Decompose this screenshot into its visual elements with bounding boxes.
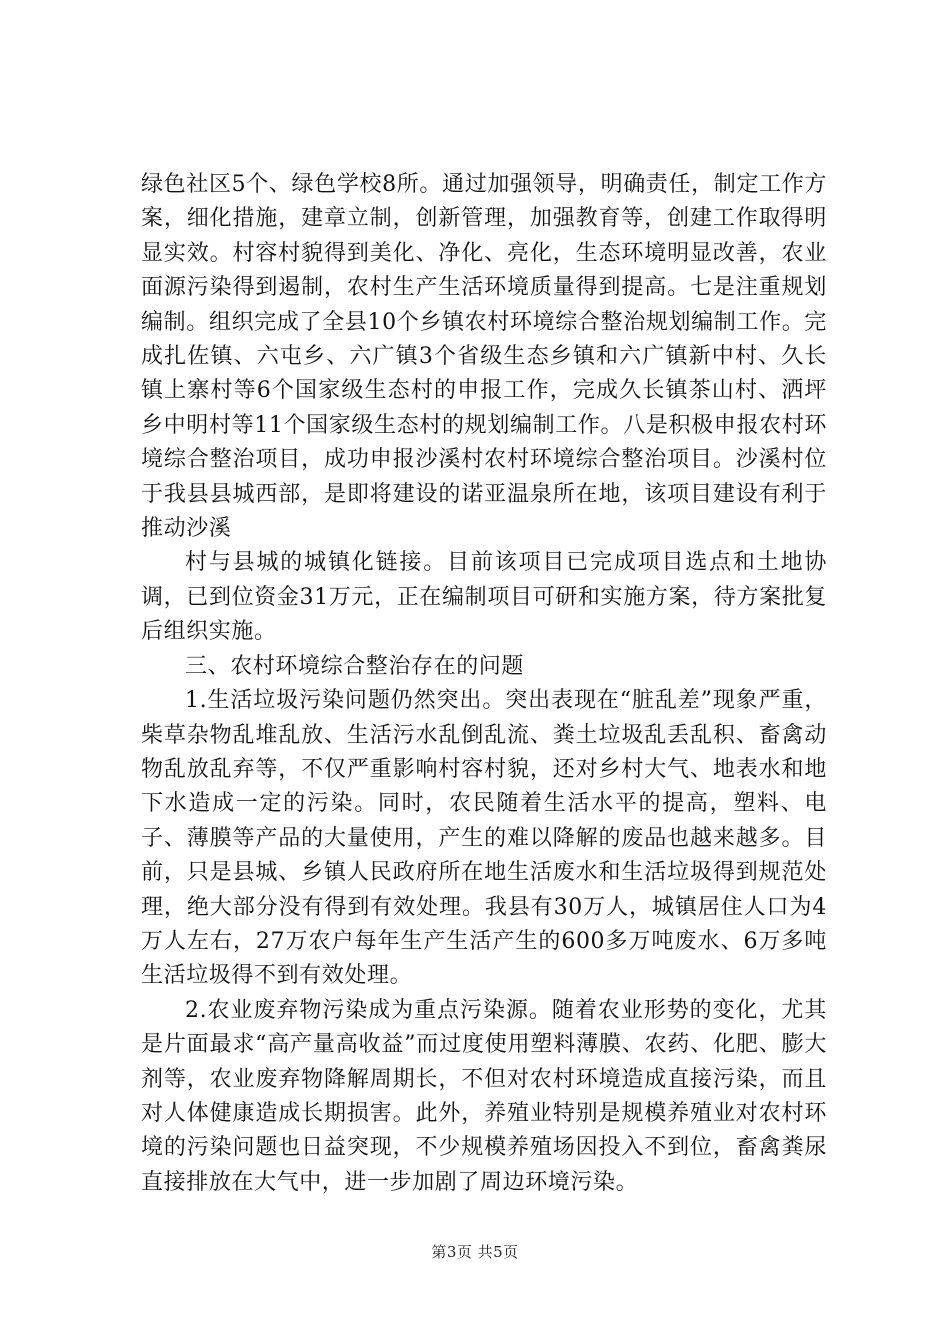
paragraph-3: 1.生活垃圾污染问题仍然突出。突出表现在“脏乱差”现象严重，柴草杂物乱堆乱放、生活污水乱倒乱流、粪土垃圾乱丢乱积、畜禽动物乱放乱弃等，不仅严重影响村容村貌，还对乡村大气、地表水和地下水造成一定的污染。同时，农民随着生活水平的提高，塑料、电子、薄膜等产品的大量使用，产生的难以降解的废品也越来越多。目前，只是县城、乡镇人民政府所在地生活废水和生活垃圾得到规范处理，绝大部分没有得到有效处理。我县有30万人，城镇居住人口为4万人左右，27万农户每年生产生活产生的600多万吨废水、6万多吨生活垃圾得不到有效处理。 [141,688,827,989]
paragraph-2: 村与县城的城镇化链接。目前该项目已完成项目选点和土地协调，已到位资金31万元，正在编制项目可研和实施方案，待方案批复后组织实施。 [141,550,827,645]
document-body [141,168,827,1200]
paragraph-1: 绿色社区5个、绿色学校8所。通过加强领导，明确责任，制定工作方案，细化措施，建章立制，创新管理，加强教育等，创建工作取得明显实效。村容村貌得到美化、净化、亮化，生态环境明显改善，农业面源污染得到遏制，农村生产生活环境质量得到提高。七是注重规划编制。组织完成了全县10个乡镇农村环境综合整治规划编制工作。完成扎佐镇、六屯乡、六广镇3个省级生态乡镇和六广镇新中村、久长镇上寨村等6个国家级生态村的申报工作，完成久长镇茶山村、洒坪乡中明村等11个国家级生态村的规划编制工作。八是积极申报农村环境综合整治项目，成功申报沙溪村农村环境综合整治项目。沙溪村位于我县县城西部，是即将建设的诺亚温泉所在地，该项目建设有利于推动沙溪 [141,172,827,542]
page-footer: 第3页 共5页 [431,1243,519,1261]
paragraph-4: 2.农业废弃物污染成为重点污染源。随着农业形势的变化，尤其是片面最求“高产量高收益”而过度使用塑料薄膜、农药、化肥、膨大剂等，农业废弃物降解周期长，不但对农村环境造成直接污染，而且对人体健康造成长期损害。此外，养殖业特别是规模养殖业对农村环境的污染问题也日益突现，不少规模养殖场因投入不到位，畜禽粪尿直接排放在大气中，进一步加剧了周边环境污染。 [141,997,827,1195]
section-heading: 三、农村环境综合整治存在的问题 [185,653,525,679]
